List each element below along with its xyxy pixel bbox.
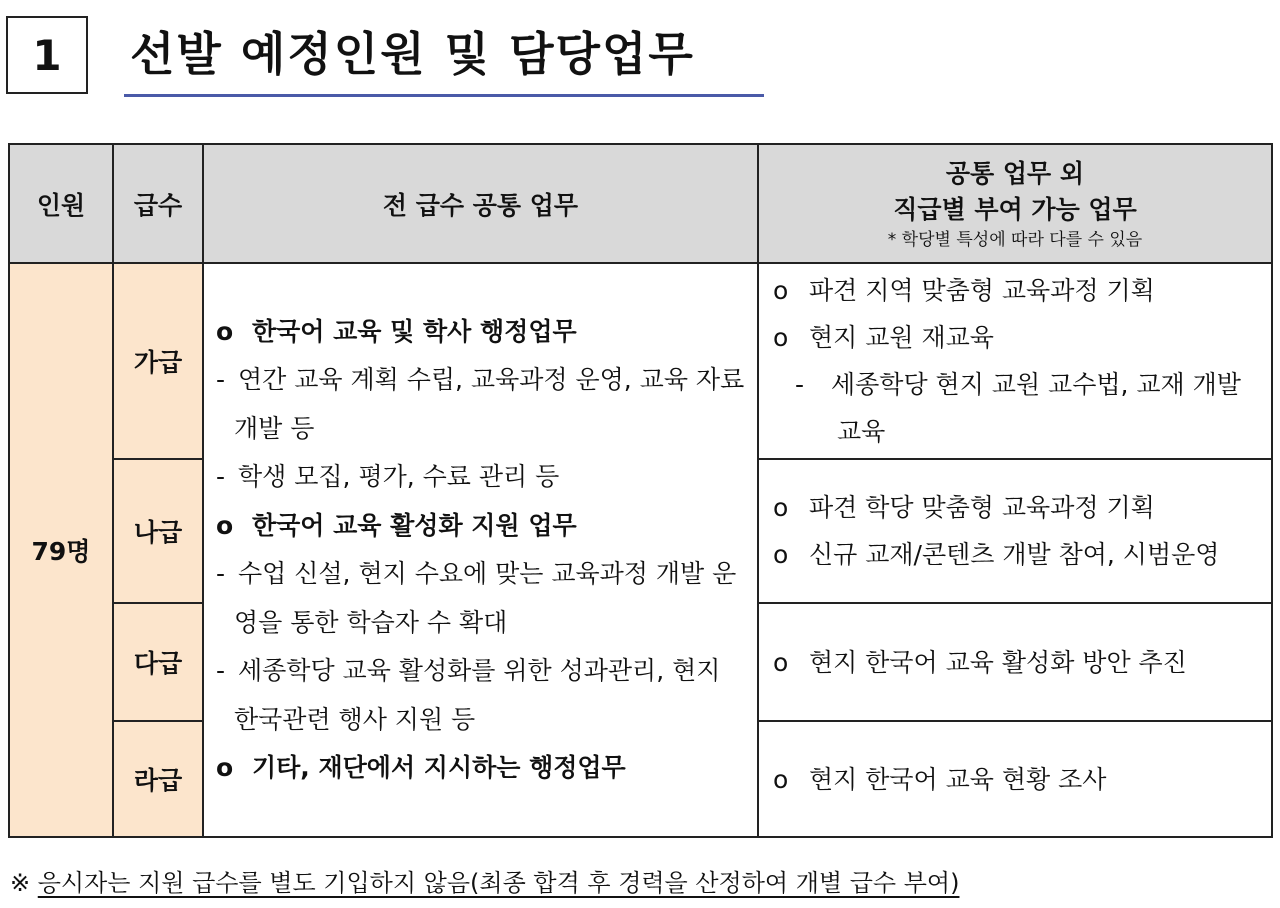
- list-item: o 현지 한국어 교육 활성화 방안 추진: [773, 647, 1187, 677]
- header-personnel: 인원: [9, 144, 113, 263]
- footnote-mark: ※: [10, 869, 31, 897]
- header-extra-line2: 직급별 부여 가능 업무: [893, 194, 1137, 224]
- header-extra-note: * 학당별 특성에 따라 다를 수 있음: [887, 229, 1143, 250]
- duties-table: [8, 143, 1273, 838]
- rank-na: 나급: [113, 459, 203, 603]
- common-duty-head: o 한국어 교육 및 학사 행정업무: [216, 316, 577, 346]
- extra-duties-ra: [758, 721, 1272, 837]
- list-item: o 현지 한국어 교육 현황 조사: [773, 764, 1107, 794]
- rank-ra: 라급: [113, 721, 203, 837]
- section-title: 선발 예정인원 및 담당업무: [130, 27, 695, 81]
- header-common-duties: 전 급수 공통 업무: [203, 144, 758, 263]
- common-duty-head: o 기타, 재단에서 지시하는 행정업무: [216, 753, 626, 782]
- common-duty-head: o 한국어 교육 활성화 지원 업무: [216, 510, 577, 540]
- common-duty-sub: - 세종학당 교육 활성화를 위한 성과관리, 현지 한국관련 행사 지원 등: [216, 656, 721, 734]
- footnote-text: 응시자는 지원 급수를 별도 기입하지 않음(최종 합격 후 경력을 산정하여 개별 급수 부여): [37, 869, 960, 897]
- common-duty-sub: - 연간 교육 계획 수립, 교육과정 운영, 교육 자료 개발 등: [216, 365, 745, 443]
- rank-ga: 가급: [113, 263, 203, 459]
- section-number: 1: [32, 30, 62, 80]
- section-number-box: [6, 16, 88, 94]
- rank-da: 다급: [113, 603, 203, 721]
- table-row: [9, 263, 1272, 459]
- header-extra-duties: [758, 144, 1272, 263]
- extra-duties-na: [758, 459, 1272, 603]
- list-sub-item: - 세종학당 현지 교원 교수법, 교재 개발 교육: [795, 370, 1241, 446]
- personnel-total: 79명: [9, 263, 113, 837]
- list-item: o 파견 학당 맞춤형 교육과정 기획: [773, 493, 1155, 522]
- header-extra-line1: 공통 업무 외: [945, 158, 1085, 188]
- header-rank: 급수: [113, 144, 203, 263]
- extra-duties-ga: [758, 263, 1272, 459]
- list-item: o 파견 지역 맞춤형 교육과정 기획: [773, 276, 1155, 305]
- footnote: [10, 866, 959, 900]
- title-underline: [124, 94, 764, 97]
- common-duty-sub: - 수업 신설, 현지 수요에 맞는 교육과정 개발 운영을 통한 학습자 수 확대: [216, 559, 737, 637]
- extra-duties-da: [758, 603, 1272, 721]
- table-header-row: [9, 144, 1272, 263]
- common-duties-cell: [203, 263, 758, 837]
- list-item: o 신규 교재/콘텐츠 개발 참여, 시범운영: [773, 540, 1220, 569]
- common-duty-sub: - 학생 모집, 평가, 수료 관리 등: [216, 462, 560, 491]
- list-item: o 현지 교원 재교육: [773, 323, 994, 352]
